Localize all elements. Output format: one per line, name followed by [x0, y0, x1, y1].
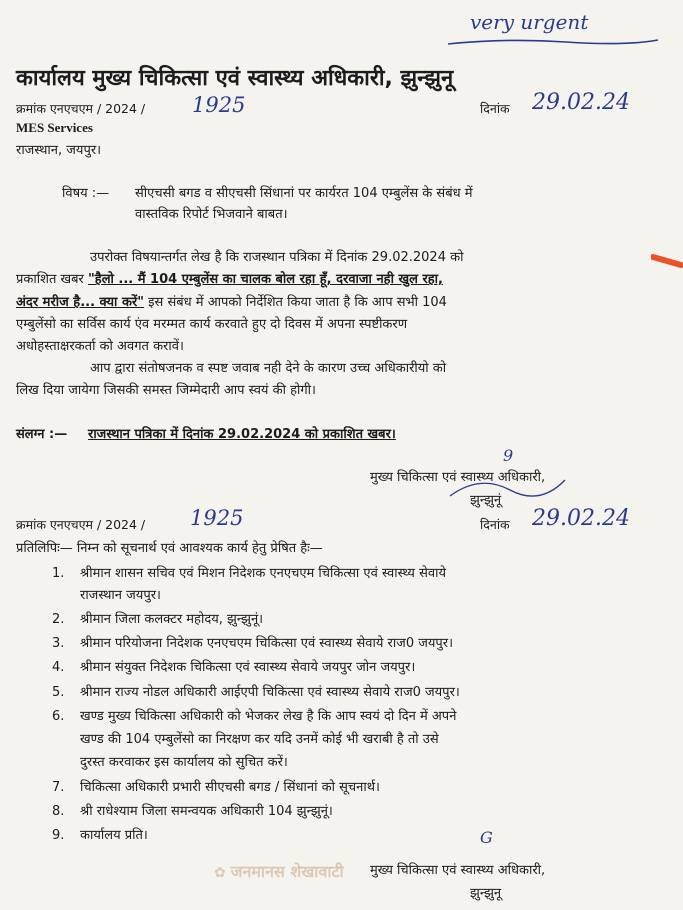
signature-place: झुन्झुनूं	[470, 493, 502, 508]
copy-list-item-8	[52, 801, 333, 819]
subject-label: विषय :—	[62, 186, 110, 201]
list-text: श्रीमान राज्य नोडल अधिकारी आईएपी चिकित्सा एवं स्वास्थ्य सेवाये राज0 जयपुर।	[80, 685, 460, 700]
copy-list-item-6-cont-1: खण्ड की 104 एम्बुलेंसो का निरक्षण कर यदि उनमें कोई भी खराबी है तो उसे	[80, 732, 439, 747]
signature-scribble	[440, 470, 570, 504]
body-line-1: उपरोक्त विषयान्तर्गत लेख है कि राजस्थान पत्रिका में दिनांक 29.02.2024 को	[90, 250, 464, 265]
copy-ref-label: क्रमांक एनएचएम / 2024 /	[16, 517, 146, 532]
list-text: श्री राधेश्याम जिला समन्वयक अधिकारी 104 झुन्झुनूं।	[80, 804, 333, 819]
handwritten-initial-bottom: G	[480, 828, 493, 847]
copy-list-item-7	[52, 777, 380, 795]
list-number: 5.	[52, 685, 65, 700]
list-number: 7.	[52, 780, 65, 795]
enclosure-text: राजस्थान पत्रिका में दिनांक 29.02.2024 को प्रकाशित खबर।	[88, 427, 396, 442]
watermark-text	[214, 860, 344, 882]
list-text: श्रीमान संयुक्त निदेशक चिकित्सा एवं स्वास्थ्य सेवाये जयपुर जोन जयपुर।	[80, 660, 416, 675]
handwritten-initial: 9	[503, 446, 514, 465]
body-line-3	[16, 292, 447, 310]
addressee-location: राजस्थान, जयपुर।	[16, 143, 102, 158]
copy-list-item-9	[52, 825, 148, 843]
bottom-signature-title: मुख्य चिकित्सा एवं स्वास्थ्य अधिकारी,	[370, 863, 546, 878]
handwritten-date: 29.02.24	[532, 90, 630, 115]
list-text: खण्ड मुख्य चिकित्सा अधिकारी को भेजकर लेख है कि आप स्वयं दो दिन में अपने	[80, 709, 457, 724]
copy-list-item-2	[52, 609, 263, 627]
handwritten-ref-number: 1925	[192, 93, 246, 117]
list-number: 2.	[52, 612, 65, 627]
body-line-4: एम्बुलेंसो का सर्विस कार्य एंव मरम्मत कार्य करवाते हुए दो दिवस में अपना स्पष्टीकरण	[16, 317, 408, 332]
copy-list-item-1-cont: राजस्थान जयपुर।	[80, 588, 161, 603]
copy-date-label: दिनांक	[480, 517, 510, 532]
news-headline-part-1: "हैलो ... मैं 104 एम्बुलेंस का चालक बोल रहा हूँ, दरवाजा नही खुल रहा,	[88, 272, 443, 287]
watermark-label: जनमानस शेखावाटी	[230, 862, 344, 881]
addressee-name: MES Services	[16, 120, 93, 135]
signature-title: मुख्य चिकित्सा एवं स्वास्थ्य अधिकारी,	[370, 470, 546, 485]
list-number: 8.	[52, 804, 65, 819]
office-title: कार्यालय मुख्य चिकित्सा एवं स्वास्थ्य अधिकारी, झुन्झुनू	[16, 66, 454, 91]
copy-list-item-1	[52, 563, 446, 581]
handwritten-urgent-note: very urgent	[470, 10, 589, 34]
list-number: 6.	[52, 709, 65, 724]
body-line-2-lead: प्रकाशित खबर	[16, 272, 89, 287]
list-text: श्रीमान परियोजना निदेशक एनएचएम चिकित्सा एवं स्वास्थ्य सेवाये राज0 जयपुर।	[80, 636, 454, 651]
list-text: श्रीमान शासन सचिव एवं मिशन निदेशक एनएचएम चिकित्सा एवं स्वास्थ्य सेवाये	[80, 566, 447, 581]
copy-heading: प्रतिलिपिः— निम्न को सूचनार्थ एवं आवश्यक कार्य हेतु प्रेषित हैः—	[16, 541, 323, 556]
copy-list-item-4	[52, 657, 415, 675]
subject-line-1: सीएचसी बगड व सीएचसी सिंधानां पर कार्यरत 104 एम्बुलेंस के संबंध में	[135, 186, 473, 201]
subject-line-2: वास्तविक रिपोर्ट भिजवाने बाबत।	[135, 207, 288, 222]
list-number: 3.	[52, 636, 65, 651]
copy-list-item-6	[52, 706, 456, 724]
body-p2-line-2: लिख दिया जायेगा जिसकी समस्त जिम्मेदारी आप स्वयं की होगी।	[16, 383, 316, 398]
list-text: श्रीमान जिला कलक्टर महोदय, झुन्झुनूं।	[80, 612, 264, 627]
handwritten-copy-ref: 1925	[190, 506, 244, 530]
list-number: 9.	[52, 828, 65, 843]
date-label: दिनांक	[480, 101, 510, 116]
bottom-signature-place: झुन्झुनू	[470, 886, 502, 901]
copy-list-item-3	[52, 633, 453, 651]
watermark-logo-icon: ✿	[214, 865, 231, 881]
body-line-5: अधोहस्ताक्षरकर्ता को अवगत करावें।	[16, 339, 184, 354]
body-p2-line-1: आप द्वारा संतोषजनक व स्पष्ट जवाब नही देने के कारण उच्च अधिकारीयो को	[90, 361, 447, 376]
list-number: 1.	[52, 566, 65, 581]
body-line-3-rest: इस संबंध में आपको निर्देशित किया जाता है कि आप सभी 104	[144, 295, 447, 310]
handwritten-copy-date: 29.02.24	[532, 506, 630, 531]
enclosure-label: संलग्न :—	[16, 427, 68, 442]
copy-list-item-6-cont-2: दुरस्त करवाकर इस कार्यालय को सुचित करें।	[80, 755, 288, 770]
handwritten-underline	[446, 36, 661, 50]
copy-list-item-5	[52, 682, 460, 700]
list-text: कार्यालय प्रति।	[80, 828, 148, 843]
ref-number-label: क्रमांक एनएचएम / 2024 /	[16, 101, 146, 116]
orange-marker-stroke	[651, 254, 683, 268]
list-text: चिकित्सा अधिकारी प्रभारी सीएचसी बगड / सिंधानां को सूचनार्थ।	[80, 780, 380, 795]
body-line-2	[16, 269, 443, 287]
news-headline-part-2: अंदर मरीज है... क्या करें"	[16, 295, 145, 310]
list-number: 4.	[52, 660, 65, 675]
